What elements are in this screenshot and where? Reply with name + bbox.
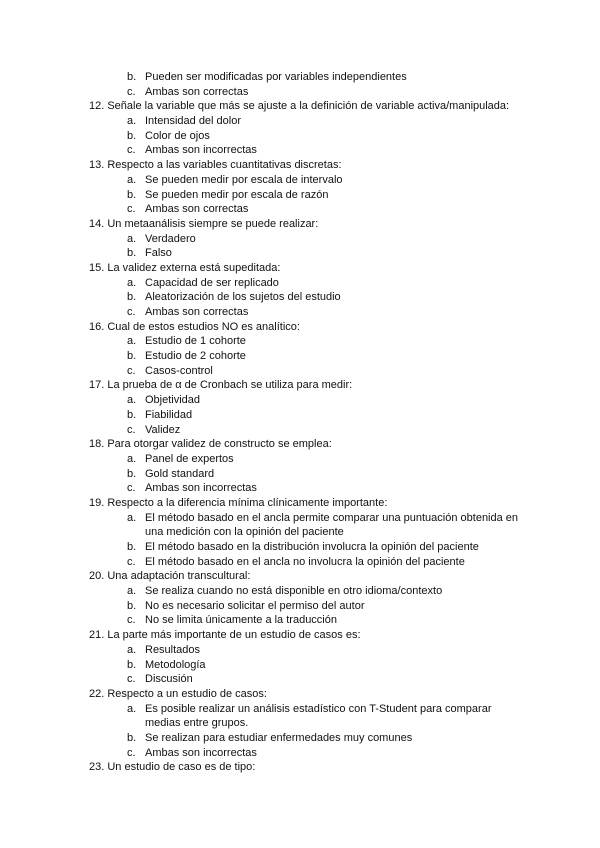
answer-option xyxy=(0,202,600,217)
option-text: Capacidad de ser replicado xyxy=(145,276,279,289)
question-line xyxy=(0,687,600,702)
question-text: 14. Un metaanálisis siempre se puede realizar: xyxy=(89,217,319,230)
question-line xyxy=(0,261,600,276)
option-letter: b. xyxy=(127,658,137,671)
answer-option xyxy=(0,276,600,291)
option-text: Ambas son correctas xyxy=(145,85,249,98)
answer-option xyxy=(0,584,600,599)
answer-option xyxy=(0,334,600,349)
option-letter: a. xyxy=(127,335,137,348)
option-letter: a. xyxy=(127,115,137,128)
option-text-continued: medias entre grupos. xyxy=(145,717,249,730)
option-letter: b. xyxy=(127,731,137,744)
question-text: 21. La parte más importante de un estudio de casos es: xyxy=(89,629,361,642)
option-text: Ambas son incorrectas xyxy=(145,746,257,759)
answer-option xyxy=(0,349,600,364)
option-text: Es posible realizar un análisis estadístico con T-Student para comparar xyxy=(145,702,492,715)
question-text: 15. La validez externa está supeditada: xyxy=(89,261,281,274)
answer-option xyxy=(0,143,600,158)
option-letter: b. xyxy=(127,71,137,83)
answer-option xyxy=(0,746,600,761)
question-line xyxy=(0,569,600,584)
option-text-continued: una medición con la opinión del paciente xyxy=(145,526,344,539)
answer-option xyxy=(0,70,600,85)
answer-option xyxy=(0,452,600,467)
option-letter: a. xyxy=(127,452,137,465)
question-text: 20. Una adaptación transcultural: xyxy=(89,570,251,583)
option-text: Se realizan para estudiar enfermedades muy comunes xyxy=(145,731,413,744)
question-line xyxy=(0,628,600,643)
question-text: 23. Un estudio de caso es de tipo: xyxy=(89,761,256,774)
option-text: Validez xyxy=(145,423,181,436)
answer-option xyxy=(0,643,600,658)
answer-option xyxy=(0,85,600,100)
answer-option xyxy=(0,246,600,261)
option-letter: c. xyxy=(127,203,136,216)
answer-option xyxy=(0,481,600,496)
option-letter: c. xyxy=(127,673,136,686)
option-text: Ambas son correctas xyxy=(145,203,249,216)
option-letter: a. xyxy=(127,643,137,656)
option-text: Ambas son incorrectas xyxy=(145,482,257,495)
option-letter: c. xyxy=(127,482,136,495)
answer-option xyxy=(0,408,600,423)
option-letter: c. xyxy=(127,746,136,759)
option-text: Resultados xyxy=(145,643,201,656)
answer-option xyxy=(0,290,600,305)
option-text: Se pueden medir por escala de intervalo xyxy=(145,173,343,186)
option-text: Falso xyxy=(145,247,172,260)
question-line xyxy=(0,217,600,232)
option-text: El método basado en la distribución involucra la opinión del paciente xyxy=(145,541,479,553)
option-letter: a. xyxy=(127,394,137,407)
option-letter: b. xyxy=(127,129,137,142)
option-letter: b. xyxy=(127,599,137,612)
answer-option xyxy=(0,232,600,247)
option-letter: a. xyxy=(127,232,137,245)
option-text: El método basado en el ancla permite comparar una puntuación obtenida en xyxy=(145,511,519,524)
option-text: Estudio de 1 cohorte xyxy=(145,335,246,348)
question-line xyxy=(0,158,600,173)
option-letter: a. xyxy=(127,585,137,598)
option-letter: c. xyxy=(127,423,136,436)
question-text: 17. La prueba de α de Cronbach se utiliza para medir: xyxy=(89,379,353,392)
question-line xyxy=(0,320,600,335)
option-continuation xyxy=(0,716,600,731)
answer-option xyxy=(0,393,600,408)
answer-option xyxy=(0,599,600,614)
option-text: No se limita únicamente a la traducción xyxy=(145,614,337,627)
question-line xyxy=(0,437,600,452)
answer-option xyxy=(0,173,600,188)
option-letter: b. xyxy=(127,291,137,304)
option-letter: c. xyxy=(127,85,136,98)
answer-option xyxy=(0,731,600,746)
option-text: Aleatorización de los sujetos del estudio xyxy=(145,291,341,304)
question-text: 12. Señale la variable que más se ajuste a la definición de variable activa/manipulada: xyxy=(89,100,510,113)
option-letter: c. xyxy=(127,144,136,157)
option-text: Ambas son correctas xyxy=(145,306,249,318)
answer-option xyxy=(0,188,600,203)
question-line xyxy=(0,99,600,114)
question-line xyxy=(0,760,600,775)
option-text: Metodología xyxy=(145,658,206,671)
option-text: Estudio de 2 cohorte xyxy=(145,350,246,363)
answer-option xyxy=(0,658,600,673)
option-text: Gold standard xyxy=(145,467,215,480)
option-text: Se pueden medir por escala de razón xyxy=(145,188,329,201)
option-letter: c. xyxy=(127,306,136,318)
option-letter: a. xyxy=(127,173,137,186)
option-letter: b. xyxy=(127,541,137,553)
option-letter: c. xyxy=(127,614,136,627)
option-letter: c. xyxy=(127,364,136,377)
question-text: 13. Respecto a las variables cuantitativas discretas: xyxy=(89,159,342,172)
question-line xyxy=(0,496,600,511)
option-text: Objetividad xyxy=(145,394,201,407)
answer-option xyxy=(0,114,600,129)
answer-option xyxy=(0,511,600,526)
option-letter: c. xyxy=(127,555,136,568)
option-letter: b. xyxy=(127,350,137,363)
answer-option xyxy=(0,467,600,482)
answer-option xyxy=(0,364,600,379)
option-letter: b. xyxy=(127,188,137,201)
option-text: Panel de expertos xyxy=(145,452,234,465)
option-text: Fiabilidad xyxy=(145,408,193,421)
option-letter: b. xyxy=(127,408,137,421)
option-text: Intensidad del dolor xyxy=(145,115,242,128)
option-text: Casos-control xyxy=(145,364,213,377)
answer-option xyxy=(0,423,600,438)
option-text: Ambas son incorrectas xyxy=(145,144,257,157)
question-line xyxy=(0,378,600,393)
option-letter: b. xyxy=(127,247,137,260)
answer-option xyxy=(0,540,600,555)
option-continuation xyxy=(0,525,600,540)
question-text: 22. Respecto a un estudio de casos: xyxy=(89,687,267,700)
answer-option xyxy=(0,305,600,320)
question-text: 16. Cual de estos estudios NO es analítico: xyxy=(89,320,300,333)
option-letter: b. xyxy=(127,467,137,480)
answer-option xyxy=(0,613,600,628)
answer-option xyxy=(0,555,600,570)
option-letter: a. xyxy=(127,511,137,524)
option-letter: a. xyxy=(127,276,137,289)
option-letter: a. xyxy=(127,702,137,715)
option-text: No es necesario solicitar el permiso del autor xyxy=(145,599,365,612)
question-text: 18. Para otorgar validez de constructo se emplea: xyxy=(89,438,332,451)
option-text: El método basado en el ancla no involucra la opinión del paciente xyxy=(145,555,465,568)
answer-option xyxy=(0,702,600,717)
option-text: Discusión xyxy=(145,673,193,686)
question-text: 19. Respecto a la diferencia mínima clínicamente importante: xyxy=(89,496,388,509)
option-text: Se realiza cuando no está disponible en otro idioma/contexto xyxy=(145,585,443,598)
option-text: Pueden ser modificadas por variables independientes xyxy=(145,71,407,83)
option-text: Color de ojos xyxy=(145,129,210,142)
answer-option xyxy=(0,129,600,144)
option-text: Verdadero xyxy=(145,232,196,245)
answer-option xyxy=(0,672,600,687)
document-page xyxy=(0,70,600,775)
